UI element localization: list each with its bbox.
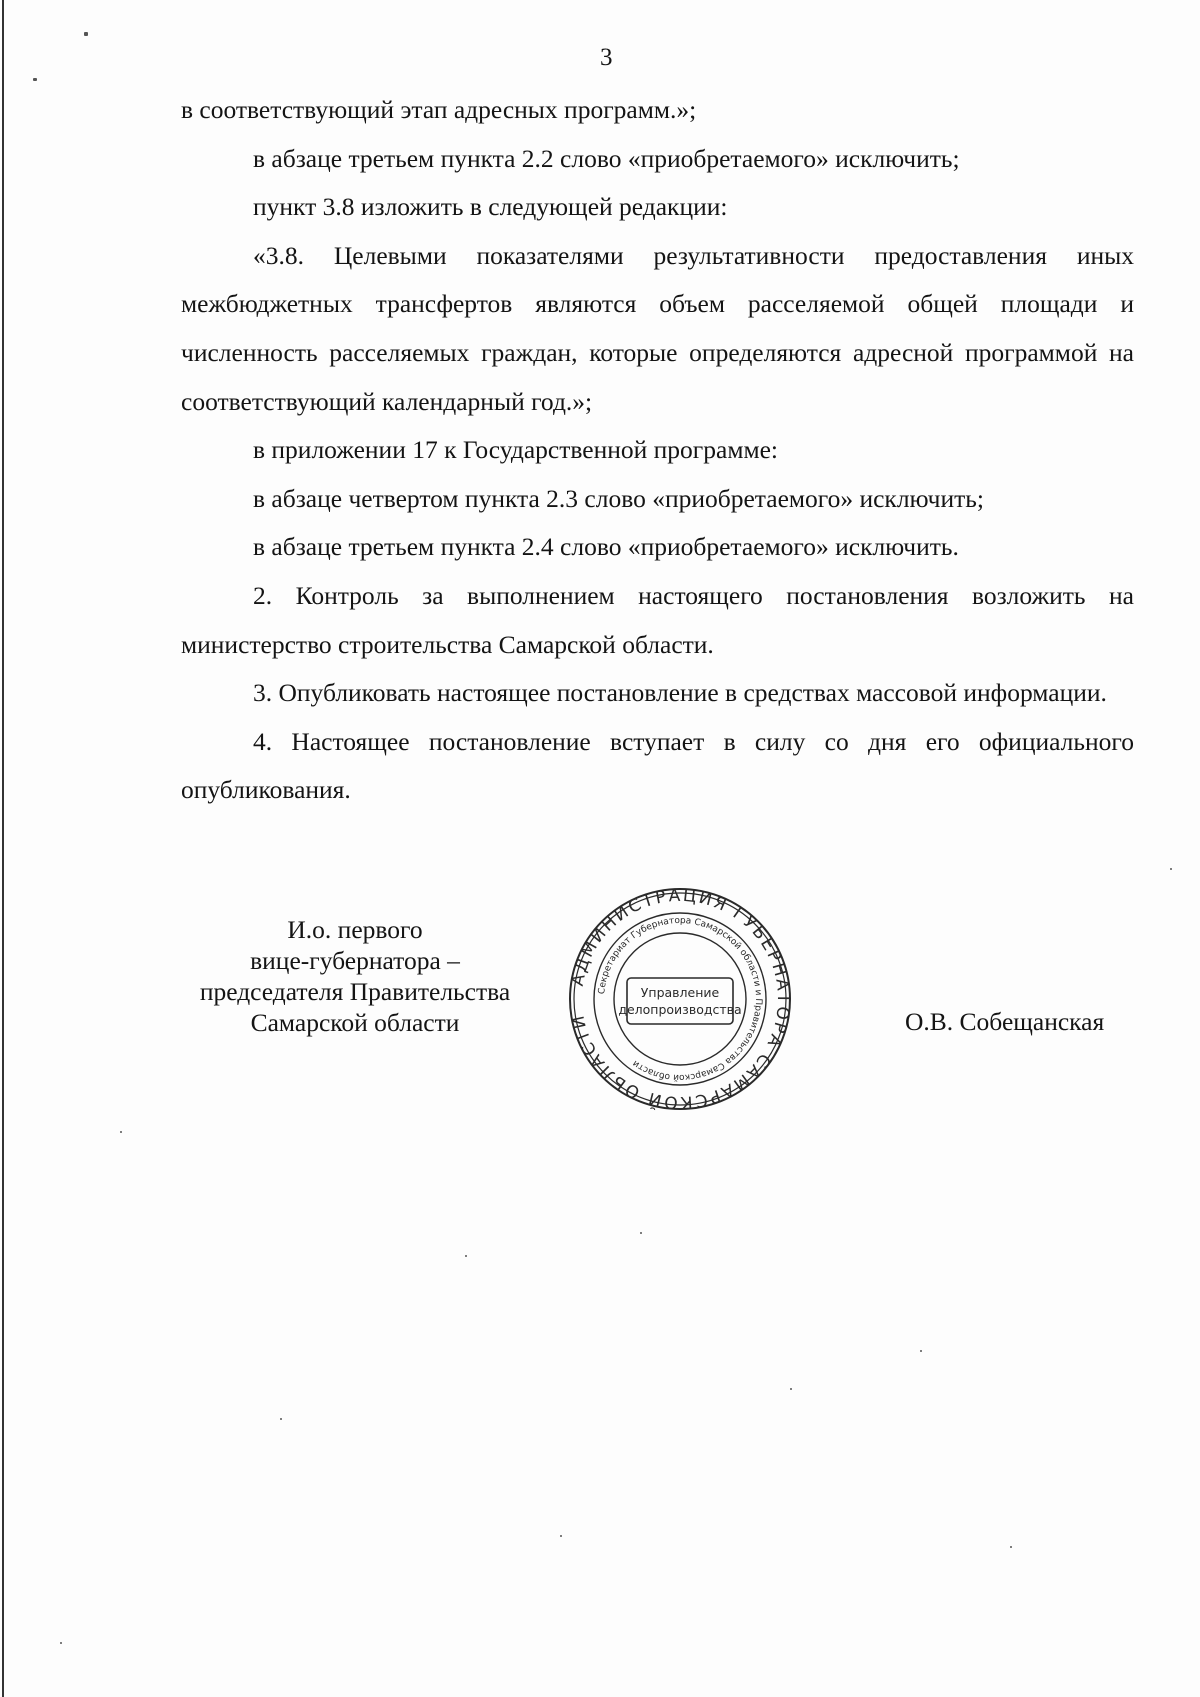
paragraph: в приложении 17 к Государственной программе: xyxy=(253,435,778,465)
stamp-center-line: делопроизводства xyxy=(618,1002,742,1017)
scan-speck xyxy=(60,1642,62,1644)
scan-speck xyxy=(84,32,88,36)
paragraph: 4. Настоящее постановление вступает в силу со дня его официального опубликования. xyxy=(181,726,1134,805)
scan-speck xyxy=(280,1418,282,1420)
signatory-name: О.В. Собещанская xyxy=(905,1007,1105,1036)
signatory-position-line: И.о. первого xyxy=(287,915,423,944)
signatory-position-line: председателя Правительства xyxy=(199,977,511,1006)
signatory-position-line: Самарской области xyxy=(250,1008,460,1037)
scan-speck xyxy=(560,1535,562,1537)
scan-speck xyxy=(465,1255,467,1257)
signatory-position xyxy=(180,914,530,1038)
scan-speck xyxy=(33,78,37,81)
paragraph: в абзаце третьем пункта 2.2 слово «приобретаемого» исключить; xyxy=(253,143,960,173)
paragraph: «3.8. Целевыми показателями результативности предоставления иных межбюджетных трансфертов являются объем расселяемой общей площади и численность расселяемых граждан, которые определяются адресной программой на соответствующий календарный год.»; xyxy=(181,240,1134,416)
paragraph: 2. Контроль за выполнением настоящего постановления возложить на министерство строительства Самарской области. xyxy=(181,580,1134,659)
paragraph: в абзаце четвертом пункта 2.3 слово «приобретаемого» исключить; xyxy=(253,483,984,513)
stamp-center-line: Управление xyxy=(640,985,720,1000)
scan-edge-line xyxy=(2,0,4,1697)
paragraph: 3. Опубликовать настоящее постановление в средствах массовой информации. xyxy=(253,678,1107,708)
scan-speck xyxy=(120,1131,122,1133)
scan-speck xyxy=(1010,1546,1012,1548)
stamp-middle-text: Секретариат Губернатора Самарской области и Правительства Самарской области xyxy=(597,915,764,1083)
paragraph: в соответствующий этап адресных программ.»; xyxy=(181,95,697,124)
paragraph: пункт 3.8 изложить в следующей редакции: xyxy=(253,192,728,222)
scan-speck xyxy=(920,1350,922,1352)
signatory-position-line: вице-губернатора – xyxy=(250,946,460,975)
scan-speck xyxy=(1170,868,1172,870)
page-number: 3 xyxy=(600,44,613,71)
paragraph: в абзаце третьем пункта 2.4 слово «приобретаемого» исключить. xyxy=(253,532,959,562)
stamp-outer-text: АДМИНИСТРАЦИЯ ГУБЕРНАТОРА САМАРСКОЙ ОБЛАСТИ xyxy=(567,885,794,1113)
official-stamp xyxy=(565,884,795,1114)
scan-speck xyxy=(640,1232,642,1234)
scan-speck xyxy=(790,1388,792,1390)
document-body xyxy=(181,86,1134,815)
